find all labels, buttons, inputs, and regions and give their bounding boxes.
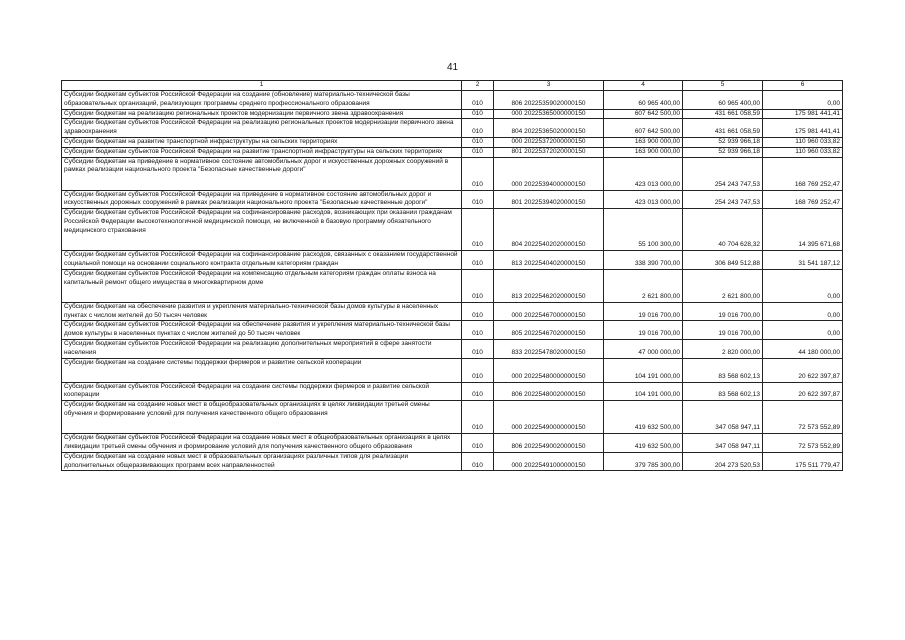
row-code-cell: 010 xyxy=(462,147,494,157)
row-code-cell: 010 xyxy=(462,382,494,401)
row-unexecuted-cell: 14 395 671,68 xyxy=(763,209,843,251)
row-name-cell: Субсидии бюджетам на реализацию региональных проектов модернизации первичного звена здравоохранения xyxy=(62,109,462,119)
row-executed-cell: 83 568 602,13 xyxy=(683,382,763,401)
row-approved-cell: 104 191 000,00 xyxy=(604,382,683,401)
header-col-5: 5 xyxy=(683,81,763,91)
row-approved-cell: 419 632 500,00 xyxy=(604,401,683,434)
row-code-cell: 010 xyxy=(462,434,494,453)
row-unexecuted-cell: 0,00 xyxy=(763,269,843,302)
row-executed-cell: 431 661 058,59 xyxy=(683,109,763,119)
row-unexecuted-cell: 110 960 033,82 xyxy=(763,137,843,147)
row-kbk-cell: 801 20225372020000150 xyxy=(494,147,604,157)
row-name-cell: Субсидии бюджетам субъектов Российской Федерации на создание системы поддержки фермеров и развитие сельской кооперации xyxy=(62,382,462,401)
row-kbk-cell: 806 20225490020000150 xyxy=(494,434,604,453)
row-approved-cell: 423 013 000,00 xyxy=(604,157,683,190)
header-col-3: 3 xyxy=(494,81,604,91)
row-code-cell: 010 xyxy=(462,91,494,110)
table-row xyxy=(62,269,843,302)
row-executed-cell: 52 939 966,18 xyxy=(683,137,763,147)
row-code-cell: 010 xyxy=(462,269,494,302)
table-row xyxy=(62,434,843,453)
row-code-cell: 010 xyxy=(462,109,494,119)
row-unexecuted-cell: 31 541 187,12 xyxy=(763,251,843,270)
row-approved-cell: 19 016 700,00 xyxy=(604,321,683,340)
row-kbk-cell: 813 20225404020000150 xyxy=(494,251,604,270)
row-kbk-cell: 806 20225480020000150 xyxy=(494,382,604,401)
row-code-cell: 010 xyxy=(462,251,494,270)
table-row xyxy=(62,109,843,119)
table-row xyxy=(62,382,843,401)
row-executed-cell: 2 621 800,00 xyxy=(683,269,763,302)
row-name-cell: Субсидии бюджетам на приведение в нормативное состояние автомобильных дорог и искусственных дорожных сооружений в рамках реализации национального проекта "Безопасные качественные дороги" xyxy=(62,157,462,190)
row-code-cell: 010 xyxy=(462,209,494,251)
row-executed-cell: 52 939 966,18 xyxy=(683,147,763,157)
row-name-cell: Субсидии бюджетам на создание новых мест в образовательных организациях различных типов для реализации дополнительных общеразвивающих программ всех направленностей xyxy=(62,452,462,471)
row-kbk-cell: 806 20225359020000150 xyxy=(494,91,604,110)
row-approved-cell: 104 191 000,00 xyxy=(604,358,683,382)
row-kbk-cell: 000 20225365000000150 xyxy=(494,109,604,119)
row-approved-cell: 163 900 000,00 xyxy=(604,147,683,157)
row-kbk-cell: 000 20225480000000150 xyxy=(494,358,604,382)
row-executed-cell: 83 568 602,13 xyxy=(683,358,763,382)
row-unexecuted-cell: 0,00 xyxy=(763,302,843,321)
row-approved-cell: 423 013 000,00 xyxy=(604,190,683,209)
row-name-cell: Субсидии бюджетам субъектов Российской Федерации на создание (обновление) материально-технической базы образовательных организаций, реализующих программы среднего профессионального образования xyxy=(62,91,462,110)
row-name-cell: Субсидии бюджетам субъектов Российской Федерации на софинансирование расходов, связанных с оказанием государственной социальной помощи на основании социального контракта отдельным категориям граждан xyxy=(62,251,462,270)
row-code-cell: 010 xyxy=(462,157,494,190)
table-row xyxy=(62,401,843,434)
row-executed-cell: 254 243 747,53 xyxy=(683,157,763,190)
row-name-cell: Субсидии бюджетам на обеспечение развития и укрепления материально-технической базы домов культуры в населенных пунктах с числом жителей до 50 тысяч человек xyxy=(62,302,462,321)
row-code-cell: 010 xyxy=(462,358,494,382)
row-name-cell: Субсидии бюджетам субъектов Российской Федерации на реализацию региональных проектов модернизации первичного звена здравоохранения xyxy=(62,119,462,138)
row-unexecuted-cell: 72 573 552,89 xyxy=(763,434,843,453)
row-name-cell: Субсидии бюджетам субъектов Российской Федерации на реализацию дополнительных мероприятий в сфере занятости населения xyxy=(62,339,462,358)
row-approved-cell: 60 965 400,00 xyxy=(604,91,683,110)
row-approved-cell: 419 632 500,00 xyxy=(604,434,683,453)
row-kbk-cell: 804 20225365020000150 xyxy=(494,119,604,138)
row-name-cell: Субсидии бюджетам субъектов Российской Федерации на создание новых мест в общеобразовательных организациях в целях ликвидации третьей смены обучения и формирование условий для получения качественного общего образования xyxy=(62,434,462,453)
table-body xyxy=(62,91,843,471)
row-executed-cell: 306 849 512,88 xyxy=(683,251,763,270)
row-unexecuted-cell: 175 981 441,41 xyxy=(763,109,843,119)
row-unexecuted-cell: 0,00 xyxy=(763,91,843,110)
header-col-6: 6 xyxy=(763,81,843,91)
row-unexecuted-cell: 175 981 441,41 xyxy=(763,119,843,138)
table-row xyxy=(62,209,843,251)
header-col-1: 1 xyxy=(62,81,462,91)
row-unexecuted-cell: 168 769 252,47 xyxy=(763,190,843,209)
row-unexecuted-cell: 44 180 000,00 xyxy=(763,339,843,358)
row-kbk-cell: 813 20225462020000150 xyxy=(494,269,604,302)
row-name-cell: Субсидии бюджетам на создание системы поддержки фермеров и развитие сельской кооперации xyxy=(62,358,462,382)
row-kbk-cell: 000 20225491000000150 xyxy=(494,452,604,471)
row-executed-cell: 2 820 000,00 xyxy=(683,339,763,358)
row-code-cell: 010 xyxy=(462,302,494,321)
row-unexecuted-cell: 0,00 xyxy=(763,321,843,340)
table-row xyxy=(62,147,843,157)
table-row xyxy=(62,358,843,382)
row-executed-cell: 431 661 058,59 xyxy=(683,119,763,138)
row-code-cell: 010 xyxy=(462,339,494,358)
table-row xyxy=(62,452,843,471)
row-unexecuted-cell: 20 622 397,87 xyxy=(763,358,843,382)
row-name-cell: Субсидии бюджетам на развитие транспортной инфраструктуры на сельских территориях xyxy=(62,137,462,147)
row-kbk-cell: 000 20225372000000150 xyxy=(494,137,604,147)
row-code-cell: 010 xyxy=(462,190,494,209)
row-kbk-cell: 801 20225394020000150 xyxy=(494,190,604,209)
row-approved-cell: 338 390 700,00 xyxy=(604,251,683,270)
row-name-cell: Субсидии бюджетам субъектов Российской Федерации на компенсацию отдельным категориям граждан оплаты взноса на капитальный ремонт общего имущества в многоквартирном доме xyxy=(62,269,462,302)
row-executed-cell: 347 058 947,11 xyxy=(683,401,763,434)
row-unexecuted-cell: 175 511 779,47 xyxy=(763,452,843,471)
table-row xyxy=(62,321,843,340)
table-row xyxy=(62,119,843,138)
row-name-cell: Субсидии бюджетам на создание новых мест в общеобразовательных организациях в целях ликвидации третьей смены обучения и формирование условий для получения качественного общего образования xyxy=(62,401,462,434)
row-executed-cell: 19 016 700,00 xyxy=(683,321,763,340)
row-code-cell: 010 xyxy=(462,137,494,147)
table-row xyxy=(62,190,843,209)
row-unexecuted-cell: 168 769 252,47 xyxy=(763,157,843,190)
row-code-cell: 010 xyxy=(462,401,494,434)
row-kbk-cell: 805 20225467020000150 xyxy=(494,321,604,340)
row-kbk-cell: 833 20225478020000150 xyxy=(494,339,604,358)
table-row xyxy=(62,302,843,321)
row-executed-cell: 347 058 947,11 xyxy=(683,434,763,453)
row-executed-cell: 40 704 628,32 xyxy=(683,209,763,251)
header-col-2: 2 xyxy=(462,81,494,91)
row-executed-cell: 204 273 520,53 xyxy=(683,452,763,471)
table-row xyxy=(62,157,843,190)
table-row xyxy=(62,339,843,358)
table-row xyxy=(62,137,843,147)
row-name-cell: Субсидии бюджетам субъектов Российской Федерации на развитие транспортной инфраструктуры на сельских территориях xyxy=(62,147,462,157)
row-code-cell: 010 xyxy=(462,321,494,340)
row-approved-cell: 379 785 300,00 xyxy=(604,452,683,471)
row-kbk-cell: 000 20225467000000150 xyxy=(494,302,604,321)
row-kbk-cell: 000 20225490000000150 xyxy=(494,401,604,434)
row-approved-cell: 2 621 800,00 xyxy=(604,269,683,302)
row-code-cell: 010 xyxy=(462,452,494,471)
table-row xyxy=(62,251,843,270)
row-name-cell: Субсидии бюджетам субъектов Российской Федерации на приведение в нормативное состояние автомобильных дорог и искусственных дорожных сооружений в рамках реализации национального проекта "Безопасные качественные дороги" xyxy=(62,190,462,209)
row-approved-cell: 19 016 700,00 xyxy=(604,302,683,321)
header-col-4: 4 xyxy=(604,81,683,91)
row-approved-cell: 47 000 000,00 xyxy=(604,339,683,358)
row-code-cell: 010 xyxy=(462,119,494,138)
row-name-cell: Субсидии бюджетам субъектов Российской Федерации на софинансирование расходов, возникающих при оказании гражданам Российской Федерации высокотехнологичной медицинской помощи, не включенной в базовую программу обязательного медицинского страхования xyxy=(62,209,462,251)
table-row xyxy=(62,91,843,110)
row-executed-cell: 254 243 747,53 xyxy=(683,190,763,209)
row-executed-cell: 60 965 400,00 xyxy=(683,91,763,110)
row-approved-cell: 55 100 300,00 xyxy=(604,209,683,251)
row-name-cell: Субсидии бюджетам субъектов Российской Федерации на обеспечение развития и укрепления материально-технической базы домов культуры в населенных пунктах с числом жителей до 50 тысяч человек xyxy=(62,321,462,340)
row-unexecuted-cell: 72 573 552,89 xyxy=(763,401,843,434)
row-approved-cell: 607 642 500,00 xyxy=(604,119,683,138)
row-approved-cell: 163 900 000,00 xyxy=(604,137,683,147)
row-unexecuted-cell: 110 960 033,82 xyxy=(763,147,843,157)
header-row xyxy=(62,81,843,91)
row-executed-cell: 19 016 700,00 xyxy=(683,302,763,321)
row-unexecuted-cell: 20 622 397,87 xyxy=(763,382,843,401)
page-number: 41 xyxy=(446,62,459,73)
budget-table xyxy=(61,80,843,471)
row-approved-cell: 607 642 500,00 xyxy=(604,109,683,119)
row-kbk-cell: 000 20225394000000150 xyxy=(494,157,604,190)
row-kbk-cell: 804 20225402020000150 xyxy=(494,209,604,251)
